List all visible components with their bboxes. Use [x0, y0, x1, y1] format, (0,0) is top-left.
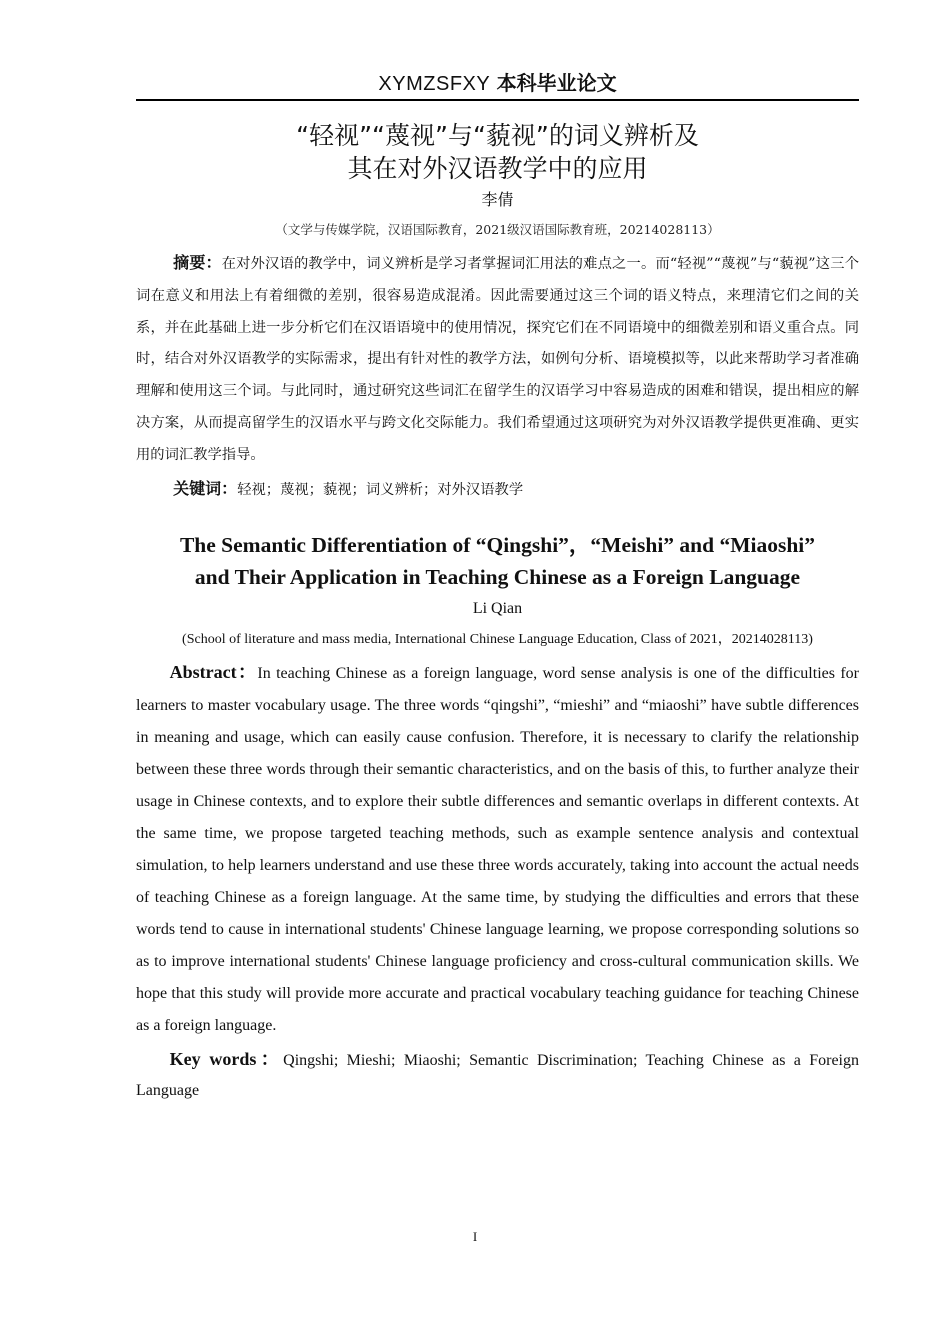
english-author: Li Qian — [472, 599, 523, 617]
chinese-affiliation: （文学与传媒学院，汉语国际教育，2021级汉语国际教育班，20214028113） — [275, 222, 720, 237]
english-title-line-2: and Their Application in Teaching Chinese as a Foreign Language — [194, 564, 801, 589]
chinese-title — [136, 119, 859, 185]
chinese-abstract-text: 在对外汉语的教学中，词义辨析是学习者掌握词汇用法的难点之一。而“轻视”“蔑视”与“藐视”这三个词在意义和用法上有着细微的差别，很容易造成混淆。因此需要通过这三个词的语义特点，来理清它们之间的关系，并在此基础上进一步分析它们在汉语语境中的使用情况，探究它们在不同语境中的细微差别和语义重合点。同时，结合对外汉语教学的实际需求，提出有针对性的教学方法，如例句分析、语境模拟等，以此来帮助学习者准确理解和使用这三个词。与此同时，通过研究这些词汇在留学生的汉语学习中容易造成的困难和错误，提出相应的解决方案，从而提高留学生的汉语水平与跨文化交际能力。我们希望通过这项研究为对外汉语教学提供更准确、更实用的词汇教学指导。 — [136, 256, 859, 463]
english-affiliation: (School of literature and mass media, International Chinese Language Education, Class of 2021，20214028113) — [182, 631, 813, 647]
chinese-keywords-text: 轻视；蔑视；藐视；词义辨析；对外汉语教学 — [237, 481, 524, 498]
english-abstract-text: In teaching Chinese as a foreign language, word sense analysis is one of the difficulties for learners to master vocabulary usage. The three words “qingshi”, “mieshi” and “miaoshi” have subtle differences in meaning and usage, which can easily cause confusion. Therefore, it is necessary to clarify the relationship between these three words through their semantic characteristics, and on the basis of this, to further analyze their usage in Chinese contexts, and to explore their subtle differences and semantic overlaps in different contexts. At the same time, we propose targeted teaching methods, such as example sentence analysis and contextual simulation, to help learners understand and use these three words accurately, taking into account the actual needs of teaching Chinese as a foreign language. At the same time, by studying the difficulties and errors that these words tend to cause in international students' Chinese language learning, we propose corresponding solutions so as to improve international students' Chinese language proficiency and cross-cultural communication skills. We hope that this study will provide more accurate and practical vocabulary teaching guidance for teaching Chinese as a foreign language. — [136, 664, 860, 1034]
chinese-abstract — [136, 247, 859, 472]
chinese-author: 李倩 — [481, 190, 514, 209]
english-abstract-label: Abstract： — [169, 661, 258, 682]
thesis-page — [136, 70, 859, 1106]
english-keywords — [136, 1044, 859, 1106]
english-abstract — [136, 656, 859, 1042]
page-number: I — [472, 1229, 478, 1244]
chinese-keywords-label: 关键词： — [173, 478, 238, 498]
chinese-title-line-1: “轻视”“蔑视”与“藐视”的词义辨析及 — [296, 121, 699, 150]
header-school-code: XYMZSFXY — [378, 73, 491, 95]
running-header — [136, 70, 859, 101]
english-keywords-text: Qingshi; Mieshi; Miaoshi; Semantic Discrimination; Teaching Chinese as a Foreign Language — [136, 1051, 860, 1099]
english-keywords-label: Key words： — [169, 1048, 284, 1069]
english-title — [136, 529, 859, 593]
header-label: 本科毕业论文 — [496, 71, 617, 95]
english-title-line-1: The Semantic Differentiation of “Qingshi”，“Meishi” and “Miaoshi” — [179, 532, 816, 557]
chinese-title-line-2: 其在对外汉语教学中的应用 — [347, 154, 648, 183]
chinese-keywords — [136, 474, 859, 505]
chinese-abstract-label: 摘要： — [173, 253, 222, 272]
